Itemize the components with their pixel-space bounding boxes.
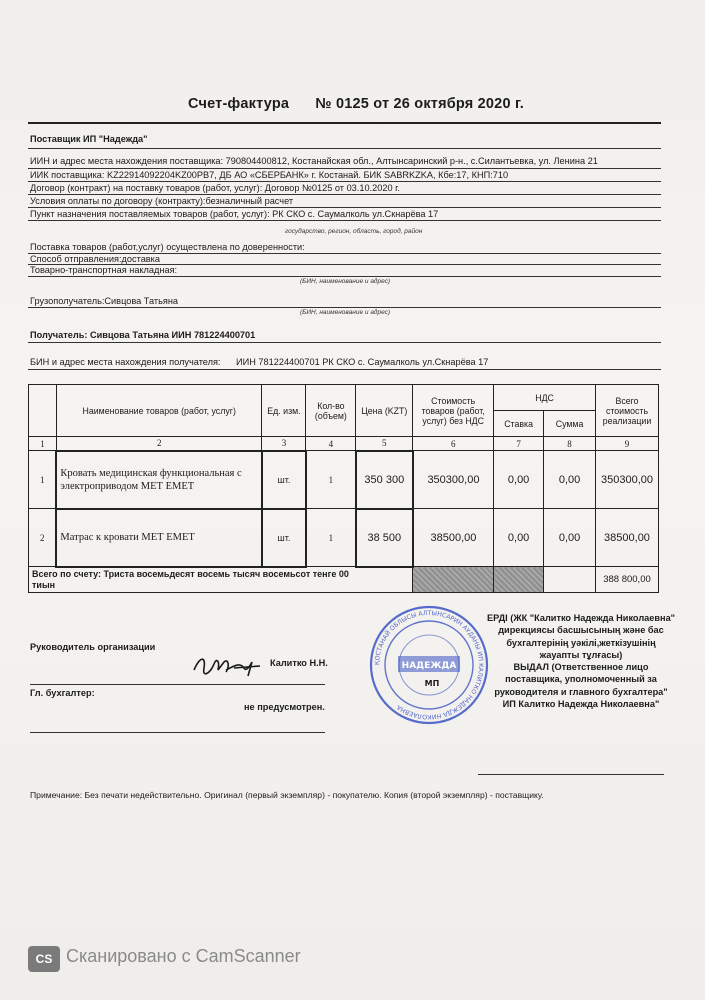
stamp-icon [368, 604, 490, 726]
divider [30, 684, 325, 685]
waybill: Товарно-транспортная накладная: [30, 265, 178, 275]
divider [28, 342, 661, 343]
stamp-mp: МП [424, 679, 440, 688]
divider [28, 181, 661, 182]
header-vat-sum: Сумма [544, 411, 596, 437]
supplier-name: Поставщик ИП "Надежда" [30, 134, 148, 144]
payment-terms: Условия оплаты по договору (контракту):безналичный расчет [30, 196, 294, 206]
header-name: Наименование товаров (работ, услуг) [56, 385, 262, 437]
head-label: Руководитель организации [30, 642, 156, 652]
column-number: 7 [494, 437, 544, 451]
header-qty: Кол-во (объем) [306, 385, 356, 437]
header-total: Всего стоимость реализации [596, 385, 659, 437]
grayed-cell [413, 567, 494, 593]
issued-kz: ЕРДІ (ЖК "Калитко Надежда Николаевна" дирекциясы басшысының және бас бухгалтерінің уәкілі,жеткізушінің жауапты тұлғасы) [486, 613, 676, 660]
items-table [28, 384, 659, 593]
column-number: 9 [596, 437, 659, 451]
grand-total: 388 800,00 [596, 567, 659, 593]
row-unit: шт. [262, 509, 306, 567]
row-total: 350300,00 [596, 451, 659, 509]
supplier-iik: ИИК поставщика: KZ22914092204KZ00PB7, ДБ АО «СБЕРБАНК» г. Костанай. БИК SABRKZKA, Кбе:17, КНП:710 [30, 170, 509, 180]
supplier-iin-address: ИИН и адрес места нахождения поставщика: 790804400812, Костанайская обл., Алтынсаринский р-н., с.Силантьевка, ул. Ленина 21 [30, 156, 598, 166]
head-signature-icon [190, 648, 270, 684]
row-vat-rate: 0,00 [494, 509, 544, 567]
header-price: Цена (KZT) [356, 385, 413, 437]
row-number: 2 [29, 509, 57, 567]
row-price: 350 300 [356, 451, 413, 509]
divider [28, 122, 661, 124]
accountant-value: не предусмотрен. [244, 702, 325, 712]
row-qty: 1 [306, 509, 356, 567]
column-number-row [29, 437, 659, 451]
title-text: Счет-фактура [188, 96, 290, 112]
row-number: 1 [29, 451, 57, 509]
contract-line: Договор (контракт) на поставку товаров (работ, услуг): Договор №0125 от 03.10.2020 г. [30, 183, 400, 193]
header-cell [29, 385, 57, 437]
divider [30, 732, 325, 733]
bin-note: (БИН, наименование и адрес) [300, 309, 391, 316]
total-row [29, 567, 659, 593]
footnote: Примечание: Без печати недействительно. Оригинал (первый экземпляр) - покупателю. Копия (второй экземпляр) - поставщику. [30, 790, 544, 800]
camscanner-watermark: Сканировано с CamScanner [66, 946, 301, 966]
column-number: 6 [413, 437, 494, 451]
empty-cell [544, 567, 596, 593]
row-name: Матрас к кровати МЕТ ЕМЕТ [56, 509, 262, 567]
head-name: Калитко Н.Н. [270, 658, 328, 668]
column-number: 2 [56, 437, 262, 451]
bin-note: (БИН, наименование и адрес) [300, 278, 391, 285]
divider [28, 276, 661, 277]
issued-by-block [486, 612, 676, 710]
total-in-words [29, 567, 413, 593]
recipient-address: ИИН 781224400701 РК СКО с. Саумалколь ул.Скнарёва 17 [236, 357, 489, 367]
row-vat-sum: 0,00 [544, 509, 596, 567]
header-cost: Стоимость товаров (работ, услуг) без НДС [413, 385, 494, 437]
row-price: 38 500 [356, 509, 413, 567]
destination: Пункт назначения поставляемых товаров (работ, услуг): РК СКО с. Саумалколь ул.Скнарёва 17 [30, 209, 439, 219]
column-number: 4 [306, 437, 356, 451]
divider [28, 168, 661, 169]
stamp-center-text: НАДЕЖДА [401, 661, 457, 671]
total-words-line: Всего по счету: Триста восемьдесят восемь тысяч восемьсот тенге 00 [32, 568, 349, 579]
divider [28, 220, 661, 221]
row-cost: 38500,00 [413, 509, 494, 567]
grayed-cell [494, 567, 544, 593]
divider [28, 194, 661, 195]
column-number: 1 [29, 437, 57, 451]
destination-note: государство, регион, область, город, район [285, 228, 423, 235]
row-vat-sum: 0,00 [544, 451, 596, 509]
consignee: Грузополучатель:Сивцова Татьяна [30, 296, 179, 306]
total-words-line: тиын [32, 579, 56, 590]
column-number: 3 [262, 437, 306, 451]
divider [28, 207, 661, 208]
camscanner-logo-icon: CS [28, 946, 60, 972]
header-vat: НДС [494, 385, 596, 411]
invoice-title [188, 96, 524, 112]
issued-ru: ВЫДАЛ (Ответственное лицо поставщика, уполномоченный за руководителя и главного бухгалтера" [494, 662, 668, 697]
row-name: Кровать медицинская функциональная с электроприводом МЕТ ЕМЕТ [56, 451, 262, 509]
issued-name: ИП Калитко Надежда Николаевна" [502, 699, 660, 710]
row-unit: шт. [262, 451, 306, 509]
dispatch-method: Способ отправления:доставка [30, 254, 161, 264]
recipient-address-label: БИН и адрес места нахождения получателя: [30, 357, 221, 367]
column-number: 5 [356, 437, 413, 451]
divider [28, 307, 661, 308]
divider [28, 369, 661, 370]
table-row [29, 509, 659, 567]
divider [28, 148, 661, 149]
delivery-power: Поставка товаров (работ,услуг) осуществлена по доверенности: [30, 242, 305, 252]
column-number: 8 [544, 437, 596, 451]
svg-text:ҚОСТАНАЙ ОБЛЫСЫ АЛТЫНСАРИН АУД: ҚОСТАНАЙ ОБЛЫСЫ АЛТЫНСАРИН АУДАНЫ ИП КАЛИТКО НАДЕЖДА НИКОЛАЕВНА [373, 609, 485, 721]
row-qty: 1 [306, 451, 356, 509]
header-unit: Ед. изм. [262, 385, 306, 437]
recipient: Получатель: Сивцова Татьяна ИИН 781224400701 [30, 330, 256, 340]
row-vat-rate: 0,00 [494, 451, 544, 509]
invoice-number-date: № 0125 от 26 октября 2020 г. [315, 96, 524, 112]
divider [478, 774, 664, 775]
accountant-label: Гл. бухгалтер: [30, 688, 95, 698]
table-row [29, 451, 659, 509]
header-vat-rate: Ставка [494, 411, 544, 437]
row-total: 38500,00 [596, 509, 659, 567]
row-cost: 350300,00 [413, 451, 494, 509]
table-header-row [29, 385, 659, 411]
